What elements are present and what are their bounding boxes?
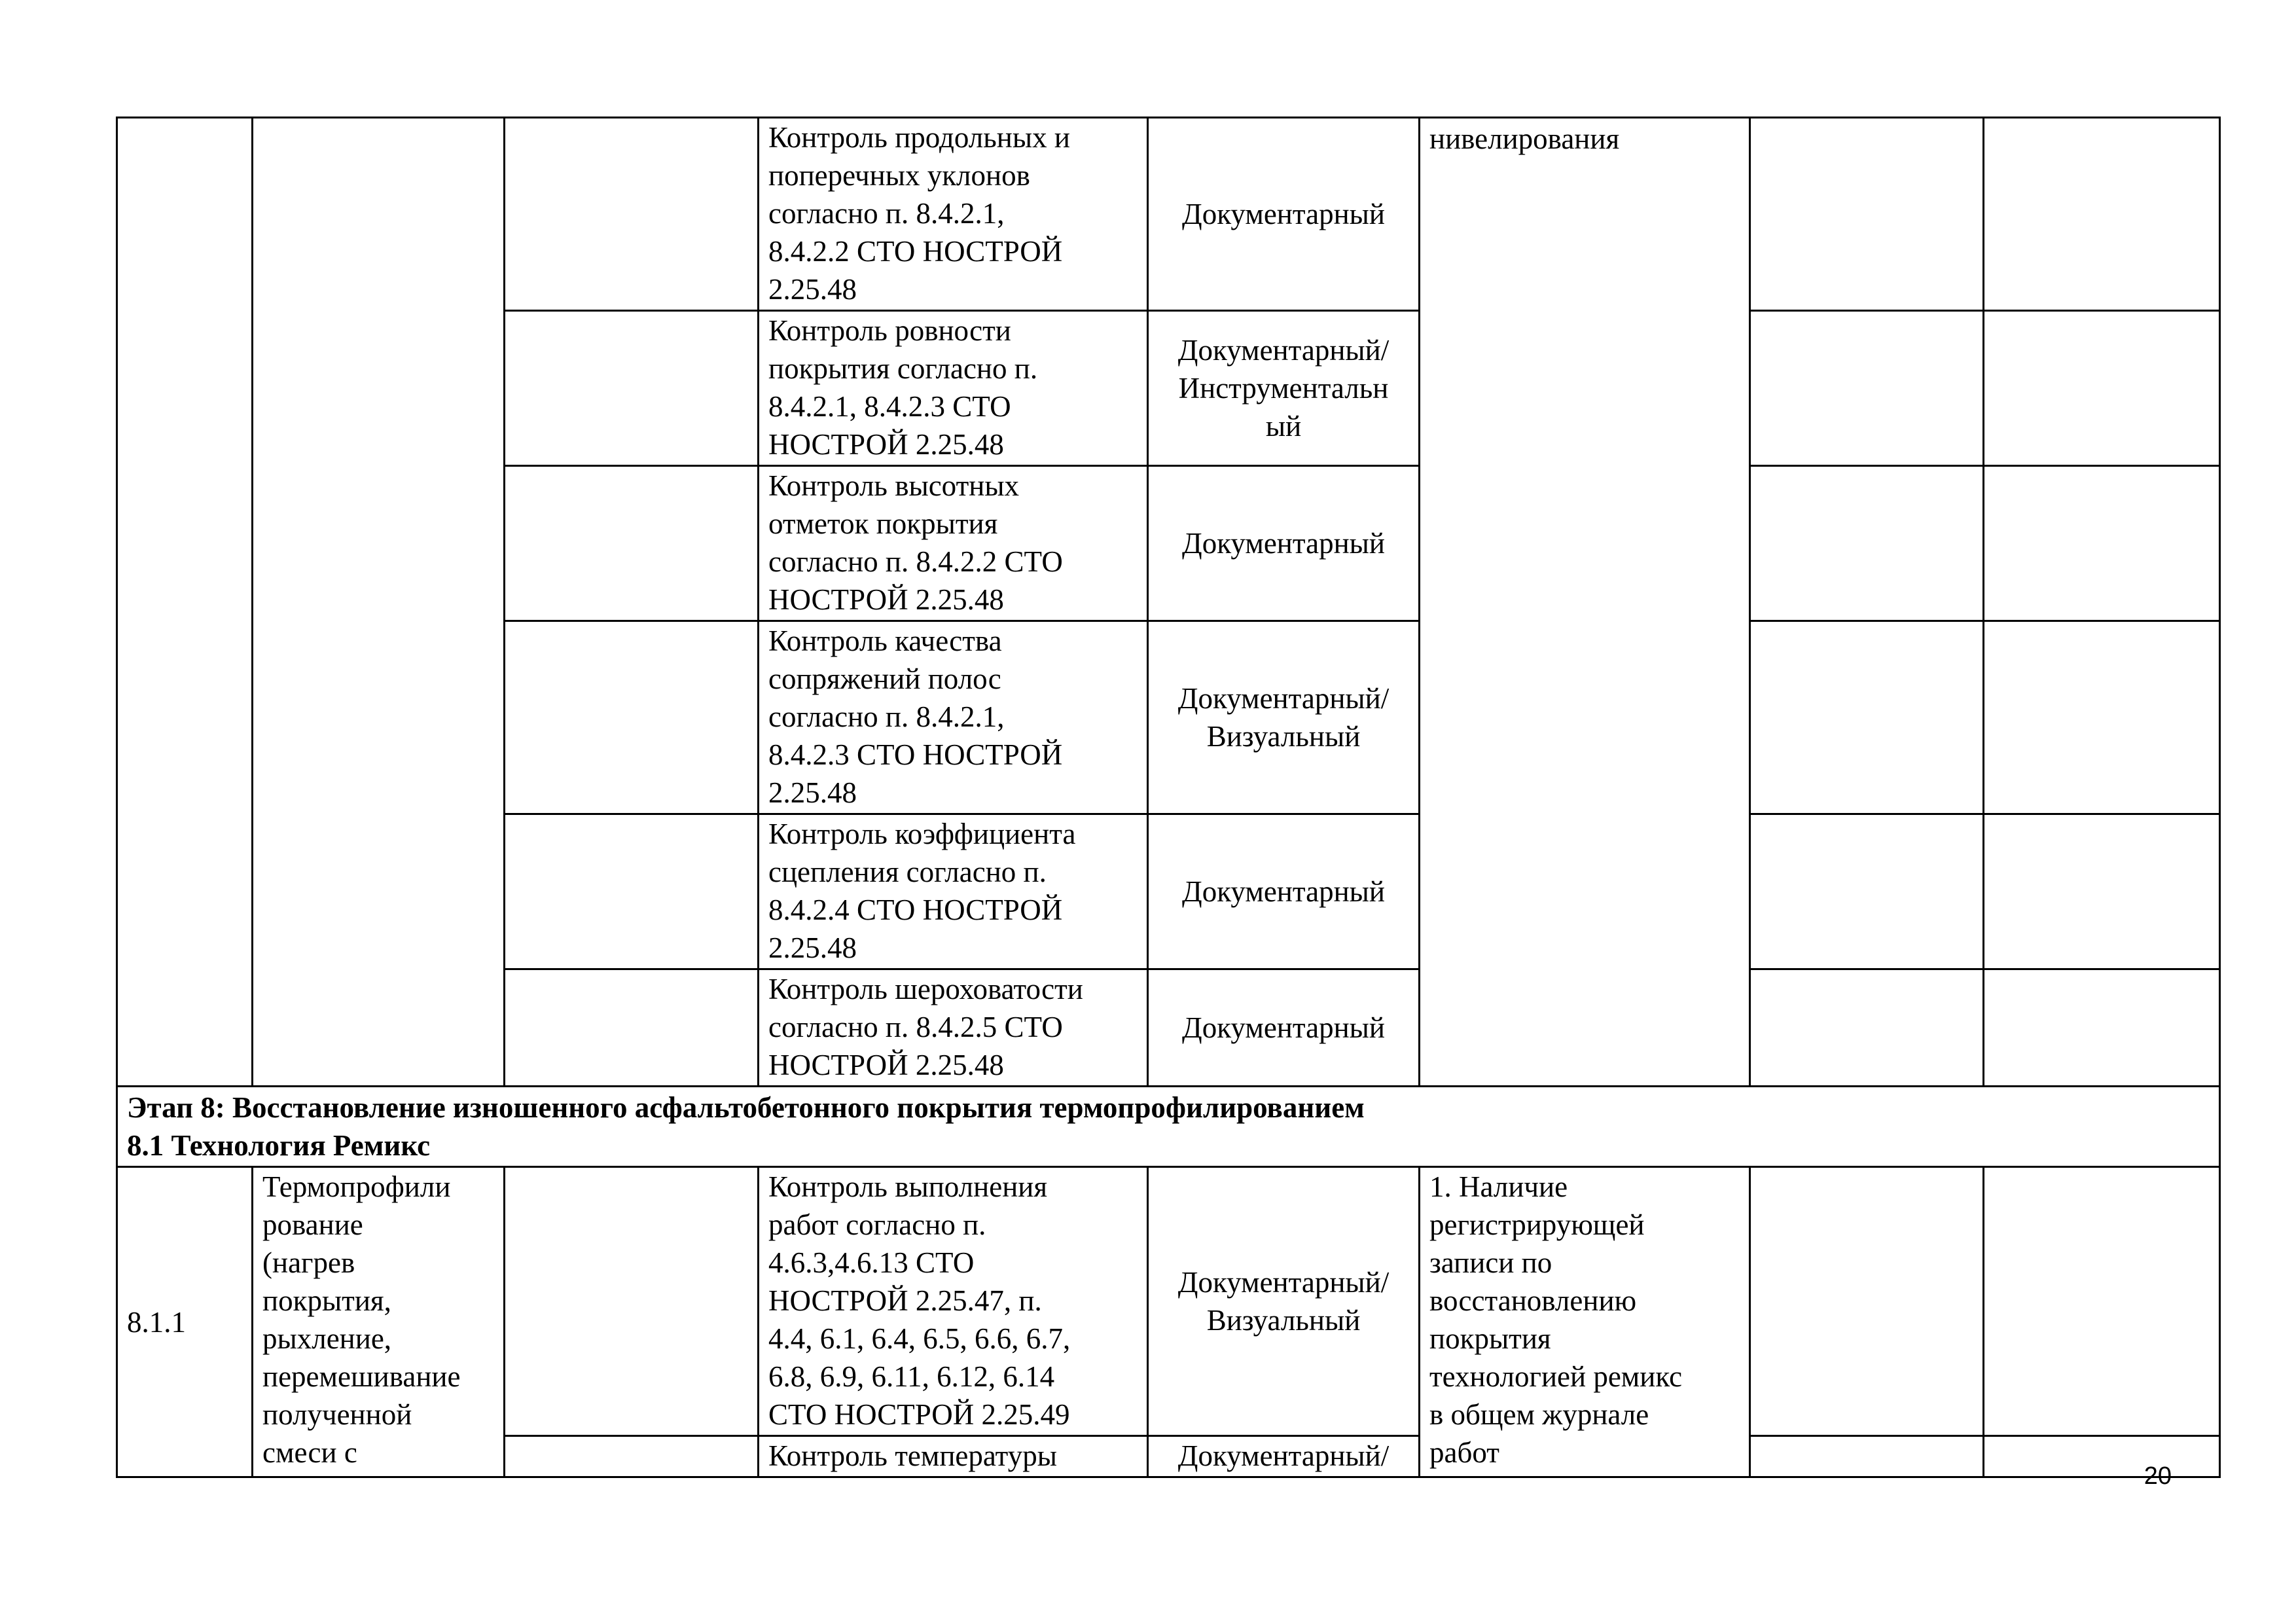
empty-cell	[1750, 311, 1984, 466]
empty-cell	[1750, 466, 1984, 621]
method-cell: Документарный/ Визуальный	[1148, 1167, 1420, 1436]
control-cell: Контроль продольных и поперечных уклонов согласно п. 8.4.2.1, 8.4.2.2 СТО НОСТРОЙ 2.25.48	[759, 118, 1148, 311]
method-cell: Документарный/ Инструментальн ый	[1148, 311, 1420, 466]
empty-cell	[1984, 814, 2220, 969]
method-cell: Документарный	[1148, 466, 1420, 621]
control-cell: Контроль ровности покрытия согласно п. 8.4.2.1, 8.4.2.3 СТО НОСТРОЙ 2.25.48	[759, 311, 1148, 466]
empty-cell	[1750, 1167, 1984, 1436]
stage-header-row	[117, 1087, 2220, 1167]
control-cell: Контроль шероховатости согласно п. 8.4.2.5 СТО НОСТРОЙ 2.25.48	[759, 969, 1148, 1087]
record-cell-continued: нивелирования	[1420, 118, 1750, 1087]
empty-cell	[1750, 621, 1984, 814]
operation-cell: Термопрофили рование (нагрев покрытия, рыхление, перемешивание полученной смеси с	[253, 1167, 505, 1477]
empty-cell	[1984, 621, 2220, 814]
stage-subtitle: 8.1 Технология Ремикс	[127, 1129, 431, 1162]
stage-header-cell	[117, 1087, 2220, 1167]
empty-cell	[505, 814, 759, 969]
stage-title: Этап 8: Восстановление изношенного асфальтобетонного покрытия термопрофилированием	[127, 1091, 1365, 1124]
item-number-cell	[117, 1167, 253, 1477]
empty-cell	[505, 969, 759, 1087]
empty-cell	[1750, 969, 1984, 1087]
control-cell: Контроль высотных отметок покрытия согласно п. 8.4.2.2 СТО НОСТРОЙ 2.25.48	[759, 466, 1148, 621]
number-cell-continued	[117, 118, 253, 1087]
item-number: 8.1.1	[127, 1305, 186, 1339]
empty-cell	[1984, 466, 2220, 621]
method-cell: Документарный	[1148, 118, 1420, 311]
control-table	[116, 117, 2221, 1478]
empty-cell	[505, 311, 759, 466]
control-cell: Контроль качества сопряжений полос согласно п. 8.4.2.1, 8.4.2.3 СТО НОСТРОЙ 2.25.48	[759, 621, 1148, 814]
table-row	[117, 118, 2220, 311]
empty-cell	[1984, 311, 2220, 466]
empty-cell	[1750, 814, 1984, 969]
operation-cell-continued	[253, 118, 505, 1087]
empty-cell	[1984, 969, 2220, 1087]
page-number: 20	[2144, 1462, 2172, 1490]
empty-cell	[505, 1436, 759, 1477]
empty-cell	[1750, 118, 1984, 311]
control-cell: Контроль коэффициента сцепления согласно п. 8.4.2.4 СТО НОСТРОЙ 2.25.48	[759, 814, 1148, 969]
empty-cell	[1984, 118, 2220, 311]
table-row	[117, 1167, 2220, 1436]
method-cell: Документарный	[1148, 814, 1420, 969]
empty-cell	[505, 1167, 759, 1436]
empty-cell	[1750, 1436, 1984, 1477]
method-cell: Документарный	[1148, 969, 1420, 1087]
empty-cell	[505, 466, 759, 621]
empty-cell	[1984, 1436, 2220, 1477]
control-cell: Контроль температуры	[759, 1436, 1148, 1477]
control-cell: Контроль выполнения работ согласно п. 4.6.3,4.6.13 СТО НОСТРОЙ 2.25.47, п. 4.4, 6.1, 6.4, 6.5, 6.6, 6.7, 6.8, 6.9, 6.11, 6.12, 6.14 СТО НОСТРОЙ 2.25.49	[759, 1167, 1148, 1436]
method-cell: Документарный/ Визуальный	[1148, 621, 1420, 814]
method-cell: Документарный/	[1148, 1436, 1420, 1477]
empty-cell	[505, 118, 759, 311]
empty-cell	[1984, 1167, 2220, 1436]
empty-cell	[505, 621, 759, 814]
record-cell: 1. Наличие регистрирующей записи по восстановлению покрытия технологией ремикс в общем журнале работ	[1420, 1167, 1750, 1477]
